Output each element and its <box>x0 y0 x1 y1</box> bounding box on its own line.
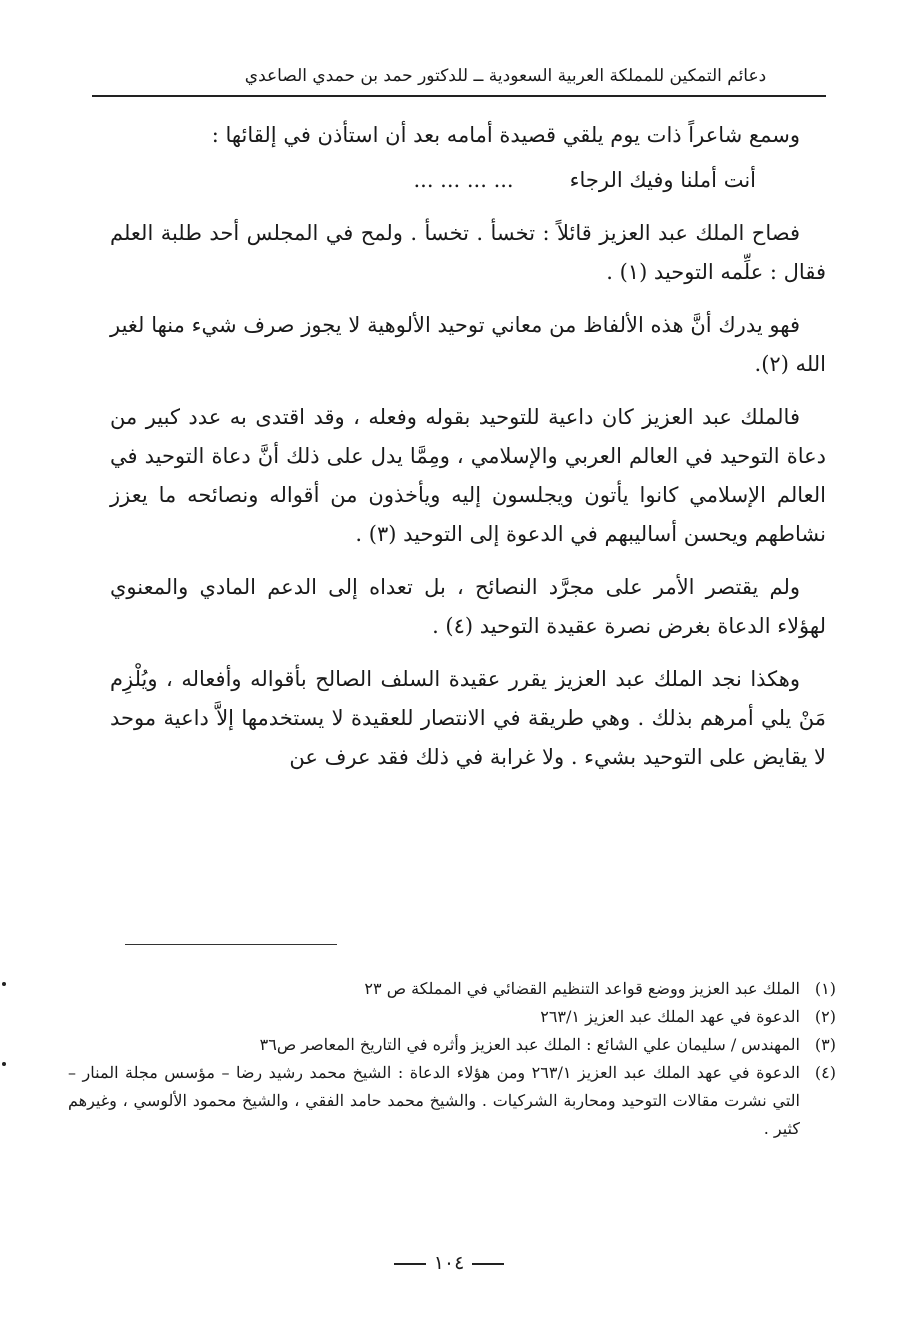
scan-speck <box>2 1062 6 1066</box>
paragraph-4: فالملك عبد العزيز كان داعية للتوحيد بقوله وفعله ، وقد اقتدى به عدد كبير من دعاة التوحيد في العالم العربي والإسلامي ، ومِمَّا يدل على ذلك أنَّ دعاة التوحيد في العالم الإسلامي كانوا يأتون ويجلسون إليه ويأخذون من أقواله ونصائحه ما يعزز نشاطهم ويحسن أساليبهم في الدعوة إلى التوحيد (٣) . <box>110 405 826 546</box>
verse-dots: ... ... ... ... <box>413 168 514 192</box>
page-number <box>0 1252 898 1274</box>
footnote-number: (٣) <box>814 1035 836 1054</box>
footnote-number: (١) <box>814 979 836 998</box>
footnote-1 <box>68 975 836 1003</box>
footnote-4 <box>68 1059 836 1143</box>
page-number-dash <box>394 1263 426 1265</box>
paragraph-5: ولم يقتصر الأمر على مجرَّد النصائح ، بل تعداه إلى الدعم المادي والمعنوي لهؤلاء الدعاة بغرض نصرة عقيدة التوحيد (٤) . <box>110 575 826 638</box>
footnote-text: الدعوة في عهد الملك عبد العزيز ٢٦٣/١ ومن هؤلاء الدعاة : الشيخ محمد رشيد رضا – مؤسس مجلة المنار – التي نشرت مقالات التوحيد ومحاربة الشركيات . والشيخ محمد حامد الفقي ، والشيخ محمود الألوسي ، وغيرهم كثير . <box>68 1063 800 1138</box>
paragraph-1: وسمع شاعراً ذات يوم يلقي قصيدة أمامه بعد أن استأذن في إلقائها : <box>211 123 800 147</box>
paragraph-2: فصاح الملك عبد العزيز قائلاً : تخسأ . تخسأ . ولمح في المجلس أحد طلبة العلم فقال : علِّمه التوحيد (١) . <box>110 221 826 284</box>
scan-speck <box>2 982 6 986</box>
footnote-number: (٢) <box>814 1007 836 1026</box>
footnotes <box>68 975 836 1143</box>
main-text <box>110 116 826 791</box>
page-number-dash <box>472 1263 504 1265</box>
footnote-separator <box>125 944 337 945</box>
footnote-text: المهندس / سليمان علي الشائع : الملك عبد العزيز وأثره في التاريخ المعاصر ص٣٦ <box>259 1035 800 1054</box>
header-rule <box>92 95 826 97</box>
verse-line <box>110 161 826 200</box>
footnote-2 <box>68 1003 836 1031</box>
running-header: دعائم التمكين للمملكة العربية السعودية ــ للدكتور حمد بن حمدي الصاعدي <box>244 66 767 86</box>
verse-text: أنت أملنا وفيك الرجاء <box>569 168 756 192</box>
footnote-number: (٤) <box>814 1063 836 1082</box>
footnote-text: الدعوة في عهد الملك عبد العزيز ٢٦٣/١ <box>540 1007 800 1026</box>
paragraph-6: وهكذا نجد الملك عبد العزيز يقرر عقيدة السلف الصالح بأقواله وأفعاله ، ويُلْزِم مَنْ يلي أمرهم بذلك . وهي طريقة في الانتصار للعقيدة لا يستخدمها إلاَّ داعية موحد لا يقايض على التوحيد بشيء . ولا غرابة في ذلك فقد عرف عن <box>110 667 826 769</box>
page-number-value: ١٠٤ <box>433 1252 465 1274</box>
footnote-text: الملك عبد العزيز ووضع قواعد التنظيم القضائي في المملكة ص ٢٣ <box>364 979 800 998</box>
footnote-3 <box>68 1031 836 1059</box>
paragraph-3: فهو يدرك أنَّ هذه الألفاظ من معاني توحيد الألوهية لا يجوز صرف شيء منها لغير الله (٢). <box>110 313 826 376</box>
